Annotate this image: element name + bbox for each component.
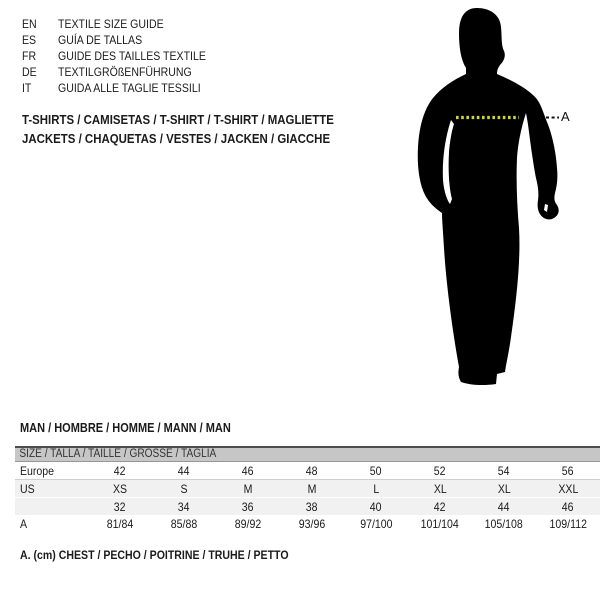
table-row-chest <box>15 515 600 532</box>
man-silhouette-body <box>418 8 559 385</box>
cell: L <box>373 481 379 496</box>
cell: 34 <box>178 499 190 514</box>
language-row-de <box>22 64 226 80</box>
language-row-en <box>22 16 226 32</box>
size-table-header <box>15 446 600 462</box>
cell: 42 <box>114 463 126 478</box>
row-label: US <box>20 481 35 496</box>
language-row-fr <box>22 48 226 64</box>
size-table-header-label: SIZE / TALLA / TAILLE / GRÖSSE / TAGLIA <box>19 448 217 460</box>
cell: 97/100 <box>359 516 393 531</box>
man-figure <box>400 0 600 410</box>
chest-footnote: A. (cm) CHEST / PECHO / POITRINE / TRUHE / PETTO <box>20 548 289 562</box>
language-label: GUIDA ALLE TAGLIE TESSILI <box>58 81 201 95</box>
cell: 48 <box>306 463 318 478</box>
row-label: Europe <box>20 463 55 478</box>
category-jackets: JACKETS / CHAQUETAS / VESTES / JACKEN / GIACCHE <box>22 131 331 146</box>
cell: 105/108 <box>484 516 524 531</box>
cell: XL <box>433 481 447 496</box>
cell: 54 <box>498 463 510 478</box>
cell: 56 <box>562 463 574 478</box>
language-label: GUIDE DES TAILLES TEXTILE <box>58 49 206 63</box>
language-code: EN <box>22 17 37 31</box>
cell: 40 <box>370 499 382 514</box>
cell: M <box>243 481 253 496</box>
table-row-us <box>15 480 600 498</box>
cell: 101/104 <box>420 516 460 531</box>
language-label: GUÍA DE TALLAS <box>58 33 143 47</box>
cell: M <box>307 481 317 496</box>
cell: 85/88 <box>170 516 198 531</box>
table-row-europe <box>15 462 600 480</box>
cell: 81/84 <box>106 516 134 531</box>
language-code: ES <box>22 33 37 47</box>
section-title: MAN / HOMBRE / HOMME / MANN / MAN <box>20 421 231 435</box>
size-table <box>15 462 600 532</box>
cell: 93/96 <box>298 516 326 531</box>
cell: 44 <box>178 463 190 478</box>
row-label: A <box>20 516 28 531</box>
cell: 109/112 <box>549 516 587 531</box>
language-code: DE <box>22 65 37 79</box>
language-label: TEXTILE SIZE GUIDE <box>58 17 164 31</box>
language-code: IT <box>22 81 32 95</box>
cell: 46 <box>562 499 574 514</box>
cell: XS <box>112 481 128 496</box>
man-silhouette <box>400 0 600 410</box>
cell: 89/92 <box>234 516 262 531</box>
category-tshirts: T-SHIRTS / CAMISETAS / T-SHIRT / T-SHIRT / MAGLIETTE <box>22 112 334 127</box>
cell: XL <box>497 481 511 496</box>
table-row-numeric <box>15 498 600 516</box>
cell: 38 <box>306 499 318 514</box>
cell: 52 <box>434 463 446 478</box>
category-lines <box>22 110 376 148</box>
measure-label-a: A <box>561 109 570 124</box>
cell: 42 <box>434 499 446 514</box>
cell: 32 <box>114 499 126 514</box>
language-label: TEXTILGRÖßENFÜHRUNG <box>58 65 192 79</box>
cell: 36 <box>242 499 254 514</box>
language-code: FR <box>22 49 37 63</box>
language-row-es <box>22 32 226 48</box>
language-list <box>22 16 226 96</box>
cell: 44 <box>498 499 510 514</box>
cell: 50 <box>370 463 382 478</box>
cell: XXL <box>558 481 578 496</box>
cell: S <box>180 481 188 496</box>
language-row-it <box>22 80 226 96</box>
cell: 46 <box>242 463 254 478</box>
